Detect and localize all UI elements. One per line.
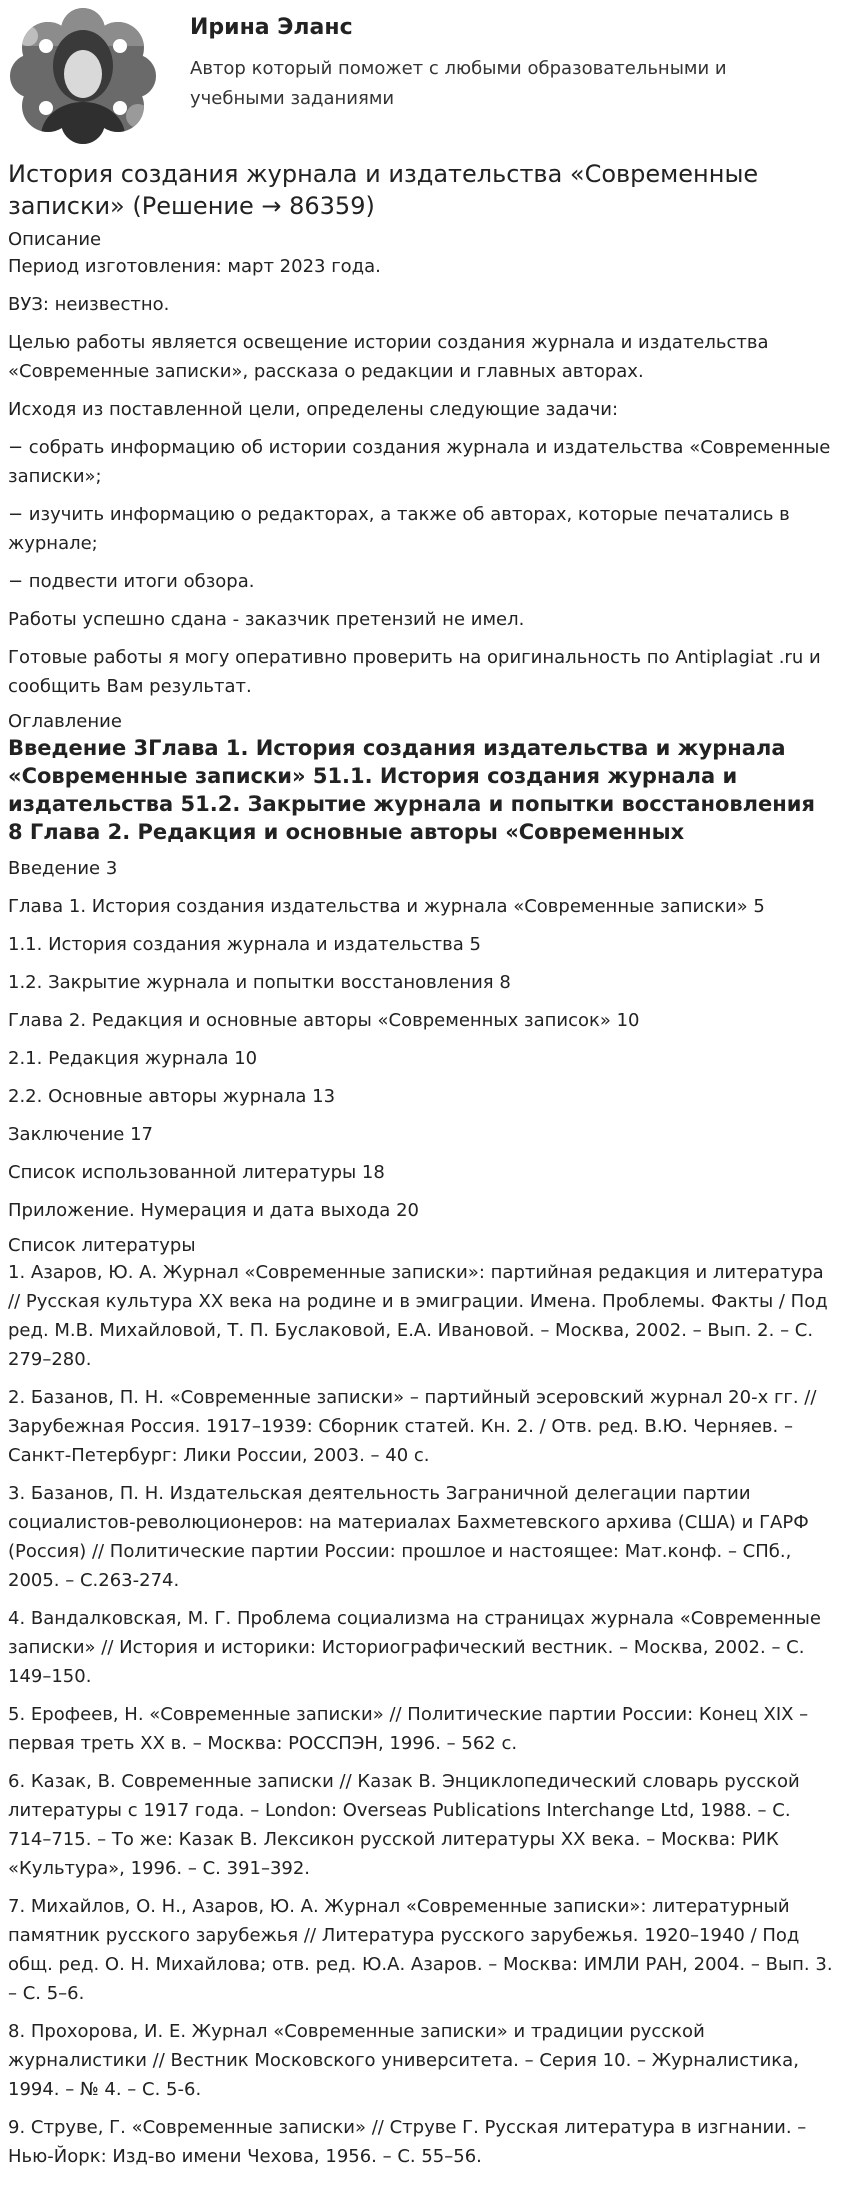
avatar-image — [8, 6, 158, 146]
reference-item: 3. Базанов, П. Н. Издательская деятельность Заграничной делегации партии социалистов-революционеров: на материалах Бахметевского архива (США) и ГАРФ (Россия) // Политические партии России: прошлое и настоящее: Мат.конф. – СПб., 2005. – С.263-274. — [8, 1483, 809, 1591]
reference-item: 6. Казак, В. Современные записки // Казак В. Энциклопедический словарь русской литературы с 1917 года. – London: Overseas Publications Interchange Ltd, 1988. – С. 714–715. – То же: Казак В. Лексикон русской литературы XX века. – Москва: РИК «Культура», 1996. – С. 391–392. — [8, 1771, 800, 1879]
toc-item: 1.2. Закрытие журнала и попытки восстановления 8 — [8, 972, 511, 993]
reference-item: 2. Базанов, П. Н. «Современные записки» – партийный эсеровский журнал 20-х гг. // Зарубежная Россия. 1917–1939: Сборник статей. Кн. 2. / Отв. ред. В.Ю. Черняев. – Санкт-Петербург: Лики России, 2003. – 40 с. — [8, 1387, 817, 1466]
description-line: Работы успешно сдана - заказчик претензий не имел. — [8, 609, 525, 630]
toc-item: Введение 3 — [8, 858, 118, 879]
author-avatar[interactable] — [8, 6, 158, 146]
reference-item: 5. Ерофеев, Н. «Современные записки» // Политические партии России: Конец XIX – первая треть XX в. – Москва: РОССПЭН, 1996. – 562 с. — [8, 1704, 809, 1754]
toc-item: Заключение 17 — [8, 1124, 153, 1145]
toc-item: Глава 2. Редакция и основные авторы «Современных записок» 10 — [8, 1010, 640, 1031]
toc-item: 2.2. Основные авторы журнала 13 — [8, 1086, 336, 1107]
description-line: Целью работы является освещение истории создания журнала и издательства «Современные записки», рассказа о редакции и главных авторах. — [8, 332, 769, 382]
author-description: Автор который поможет с любыми образовательными и учебными заданиями — [190, 58, 727, 109]
toc-item: Приложение. Нумерация и дата выхода 20 — [8, 1200, 419, 1221]
reference-item: 9. Струве, Г. «Современные записки» // Струве Г. Русская литература в изгнании. – Нью-Йорк: Изд-во имени Чехова, 1956. – С. 55–56. — [8, 2117, 807, 2167]
description-line: Готовые работы я могу оперативно проверить на оригинальность по Antiplagiat .ru и сообщить Вам результат. — [8, 647, 821, 697]
author-card[interactable] — [8, 6, 835, 146]
description-line: Период изготовления: март 2023 года. — [8, 256, 381, 277]
toc-item: Глава 1. История создания издательства и журнала «Современные записки» 5 — [8, 896, 765, 917]
reference-item: 4. Вандалковская, М. Г. Проблема социализма на страницах журнала «Современные записки» // История и историки: Историографический вестник. – Москва, 2002. – С. 149–150. — [8, 1608, 821, 1687]
toc-item: 1.1. История создания журнала и издательства 5 — [8, 934, 481, 955]
description-heading: Описание — [8, 229, 102, 250]
description-line: − собрать информацию об истории создания журнала и издательства «Современные записки»; — [8, 437, 831, 487]
toc-summary: Введение 3Глава 1. История создания издательства и журнала «Современные записки» 51.1. История создания журнала и издательства 51.2. Закрытие журнала и попытки восстановления 8 Глава 2. Редакция и основные авторы «Современных — [8, 736, 816, 844]
toc-item: Список использованной литературы 18 — [8, 1162, 385, 1183]
reference-item: 8. Прохорова, И. Е. Журнал «Современные записки» и традиции русской журналистики // Вестник Московского университета. – Серия 10. – Журналистика, 1994. – № 4. – С. 5-6. — [8, 2021, 799, 2100]
references-list — [8, 1258, 835, 2171]
reference-item: 7. Михайлов, О. Н., Азаров, Ю. А. Журнал «Современные записки»: литературный памятник русского зарубежья // Литература русского зарубежья. 1920–1940 / Под общ. ред. О. Н. Михайлова; отв. ред. Ю.А. Азаров. – Москва: ИМЛИ РАН, 2004. – Вып. 3. – С. 5–6. — [8, 1896, 833, 2004]
description-body — [8, 252, 835, 701]
toc-item: 2.1. Редакция журнала 10 — [8, 1048, 258, 1069]
references-heading: Список литературы — [8, 1235, 196, 1256]
description-line: ВУЗ: неизвестно. — [8, 294, 170, 315]
reference-item: 1. Азаров, Ю. А. Журнал «Современные записки»: партийная редакция и литература // Русская культура XX века на родине и в эмиграции. Имена. Проблемы. Факты / Под ред. М.В. Михайловой, Т. П. Буслаковой, Е.А. Ивановой. – Москва, 2002. – Вып. 2. – С. 279–280. — [8, 1262, 828, 1370]
description-line: Исходя из поставленной цели, определены следующие задачи: — [8, 399, 619, 420]
toc-heading: Оглавление — [8, 711, 122, 732]
description-line: − изучить информацию о редакторах, а также об авторах, которые печатались в журнале; — [8, 504, 790, 554]
toc-list — [8, 854, 835, 1225]
work-title: История создания журнала и издательства «Современные записки» (Решение → 86359) — [8, 160, 759, 220]
author-name[interactable]: Ирина Эланс — [190, 15, 353, 40]
description-line: − подвести итоги обзора. — [8, 571, 255, 592]
